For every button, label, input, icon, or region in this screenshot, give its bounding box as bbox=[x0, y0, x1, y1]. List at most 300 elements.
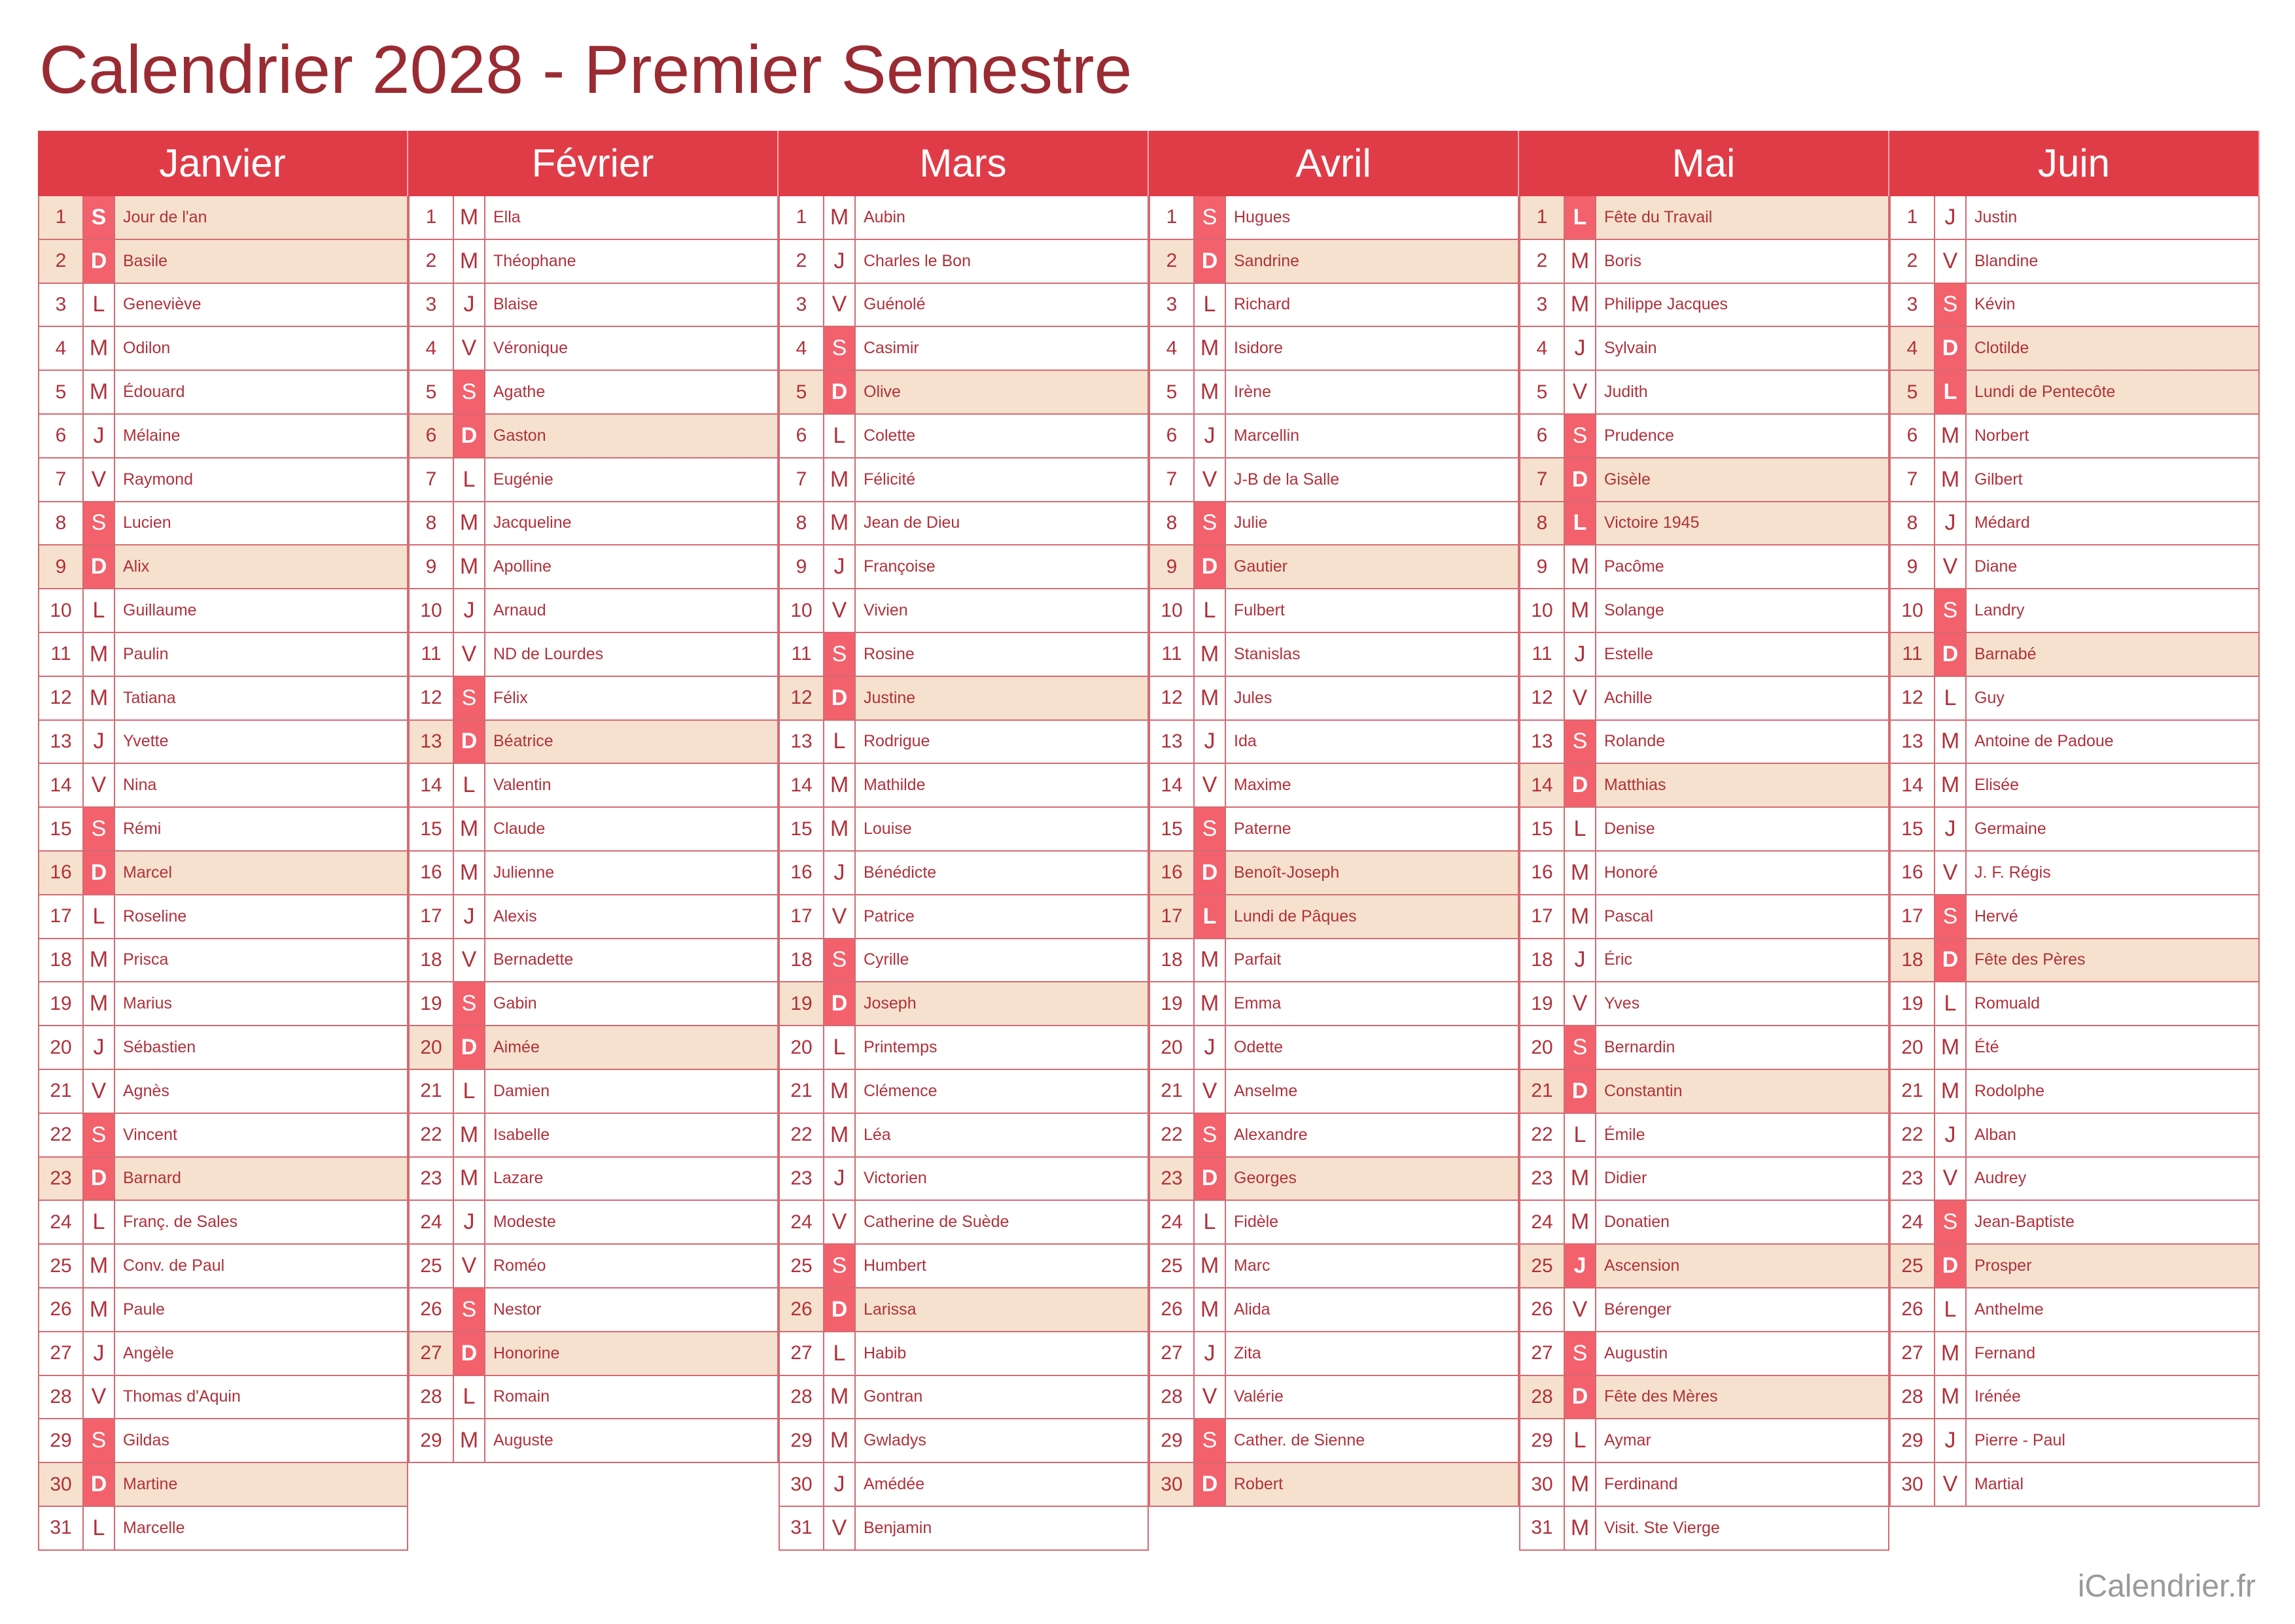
day-letter: D bbox=[1565, 1376, 1596, 1419]
day-row bbox=[1149, 1070, 1519, 1114]
day-letter: S bbox=[84, 196, 115, 239]
saint-name: Philippe Jacques bbox=[1604, 295, 1728, 314]
day-row bbox=[779, 895, 1149, 939]
day-letter: L bbox=[824, 721, 856, 763]
day-letter: D bbox=[454, 415, 485, 457]
saint-name: Casimir bbox=[864, 339, 919, 358]
day-letter: M bbox=[1195, 1288, 1226, 1331]
day-number: 8 bbox=[1520, 502, 1565, 545]
day-row bbox=[38, 1026, 408, 1070]
day-letter: M bbox=[1935, 1376, 1967, 1419]
saint-name: Arnaud bbox=[493, 601, 546, 620]
saint-name: Gildas bbox=[123, 1431, 169, 1450]
day-letter: M bbox=[1565, 589, 1596, 632]
saint-name: Jacqueline bbox=[493, 513, 572, 532]
day-row bbox=[408, 982, 779, 1026]
day-row bbox=[408, 808, 779, 852]
day-row bbox=[408, 502, 779, 546]
day-number: 25 bbox=[410, 1245, 454, 1287]
day-number: 20 bbox=[1520, 1026, 1565, 1069]
saint-name: Augustin bbox=[1604, 1343, 1668, 1362]
day-row bbox=[408, 852, 779, 895]
saint-name: Hervé bbox=[1974, 907, 2018, 925]
day-letter: M bbox=[84, 677, 115, 719]
day-letter: M bbox=[1565, 1201, 1596, 1243]
day-number: 9 bbox=[1891, 545, 1935, 588]
day-row bbox=[779, 1026, 1149, 1070]
day-row bbox=[38, 1463, 408, 1507]
day-letter: S bbox=[1195, 808, 1226, 850]
day-row bbox=[1519, 939, 1889, 983]
day-row bbox=[1889, 1419, 2260, 1463]
day-letter: S bbox=[1195, 502, 1226, 545]
saint-name: Ascension bbox=[1604, 1256, 1680, 1275]
day-row bbox=[408, 196, 779, 240]
day-number: 19 bbox=[1891, 982, 1935, 1025]
day-letter: D bbox=[1565, 458, 1596, 501]
day-number: 12 bbox=[410, 677, 454, 719]
day-row bbox=[1889, 939, 2260, 983]
day-letter: J bbox=[824, 852, 856, 894]
day-row bbox=[1149, 895, 1519, 939]
saint-name: Geneviève bbox=[123, 295, 201, 314]
saint-name: Lundi de Pâques bbox=[1234, 907, 1357, 925]
saint-name: Irénée bbox=[1974, 1387, 2021, 1406]
saint-name: Lucien bbox=[123, 513, 171, 532]
day-letter: M bbox=[1565, 1463, 1596, 1506]
saint-name: Aimée bbox=[493, 1038, 540, 1057]
day-number: 7 bbox=[1520, 458, 1565, 501]
day-letter: M bbox=[1565, 545, 1596, 588]
day-row bbox=[408, 1114, 779, 1158]
day-row bbox=[1519, 721, 1889, 765]
day-letter: J bbox=[1195, 1332, 1226, 1375]
saint-name: Médard bbox=[1974, 513, 2030, 532]
day-row bbox=[1519, 895, 1889, 939]
day-number: 31 bbox=[780, 1507, 824, 1549]
day-letter: V bbox=[454, 1245, 485, 1287]
saint-name: Isabelle bbox=[493, 1125, 550, 1144]
day-letter: M bbox=[1565, 1158, 1596, 1200]
day-number: 2 bbox=[780, 240, 824, 283]
saint-name: Kévin bbox=[1974, 295, 2016, 314]
day-row bbox=[779, 1463, 1149, 1507]
saint-name: Georges bbox=[1234, 1169, 1297, 1188]
day-number: 3 bbox=[39, 284, 84, 326]
saint-name: Benjamin bbox=[864, 1518, 932, 1537]
day-number: 24 bbox=[780, 1201, 824, 1243]
day-letter: S bbox=[1935, 895, 1967, 938]
day-letter: S bbox=[1195, 1419, 1226, 1462]
day-row bbox=[779, 545, 1149, 589]
day-number: 12 bbox=[1520, 677, 1565, 719]
day-row bbox=[1889, 808, 2260, 852]
day-number: 4 bbox=[1891, 327, 1935, 370]
saint-name: Théophane bbox=[493, 251, 576, 270]
saint-name: Odette bbox=[1234, 1038, 1284, 1057]
day-row bbox=[1149, 633, 1519, 677]
day-row bbox=[38, 633, 408, 677]
day-number: 1 bbox=[410, 196, 454, 239]
day-row bbox=[779, 589, 1149, 633]
day-number: 16 bbox=[1150, 852, 1195, 894]
day-letter: L bbox=[84, 1201, 115, 1243]
day-number: 15 bbox=[39, 808, 84, 850]
saint-name: Habib bbox=[864, 1343, 907, 1362]
day-number: 17 bbox=[1891, 895, 1935, 938]
day-row bbox=[1519, 1463, 1889, 1507]
day-number: 5 bbox=[1150, 371, 1195, 413]
day-row bbox=[408, 1201, 779, 1245]
day-row bbox=[1889, 196, 2260, 240]
site-credit: iCalendrier.fr bbox=[2077, 1569, 2256, 1604]
day-row bbox=[1519, 1158, 1889, 1201]
day-letter: L bbox=[1195, 895, 1226, 938]
saint-name: Ella bbox=[493, 207, 521, 226]
day-number: 2 bbox=[39, 240, 84, 283]
saint-name: Eugénie bbox=[493, 470, 553, 489]
day-row bbox=[38, 240, 408, 284]
saint-name: Guy bbox=[1974, 688, 2005, 707]
day-letter: J bbox=[1565, 327, 1596, 370]
saint-name: Jour de l'an bbox=[123, 207, 207, 226]
saint-name: Vincent bbox=[123, 1125, 177, 1144]
saint-name: Ida bbox=[1234, 732, 1257, 751]
day-letter: D bbox=[824, 371, 856, 413]
day-number: 11 bbox=[39, 633, 84, 676]
day-row bbox=[1519, 764, 1889, 808]
day-row bbox=[1889, 240, 2260, 284]
day-row bbox=[408, 1245, 779, 1288]
saint-name: Catherine de Suède bbox=[864, 1213, 1009, 1232]
day-letter: S bbox=[84, 1114, 115, 1156]
day-row bbox=[38, 721, 408, 765]
day-letter: V bbox=[454, 633, 485, 676]
saint-name: Nestor bbox=[493, 1300, 542, 1319]
saint-name: Anthelme bbox=[1974, 1300, 2044, 1319]
day-row bbox=[1519, 284, 1889, 328]
day-number: 30 bbox=[39, 1463, 84, 1506]
day-row bbox=[1519, 677, 1889, 721]
saint-name: Gaston bbox=[493, 426, 546, 445]
saint-name: Diane bbox=[1974, 557, 2018, 576]
day-row bbox=[38, 545, 408, 589]
saint-name: Rolande bbox=[1604, 732, 1666, 751]
day-letter: V bbox=[824, 1507, 856, 1549]
day-letter: M bbox=[1935, 721, 1967, 763]
day-number: 17 bbox=[1520, 895, 1565, 938]
day-letter: S bbox=[1565, 1026, 1596, 1069]
day-row bbox=[1149, 939, 1519, 983]
day-number: 2 bbox=[1150, 240, 1195, 283]
saint-name: Rosine bbox=[864, 644, 915, 663]
day-letter: M bbox=[454, 240, 485, 283]
day-number: 15 bbox=[1520, 808, 1565, 850]
day-number: 6 bbox=[1150, 415, 1195, 457]
day-number: 19 bbox=[1520, 982, 1565, 1025]
saint-name: Vivien bbox=[864, 601, 908, 620]
month-column bbox=[1889, 131, 2260, 1507]
day-number: 20 bbox=[1891, 1026, 1935, 1069]
day-number: 26 bbox=[1520, 1288, 1565, 1331]
day-letter: S bbox=[84, 808, 115, 850]
saint-name: Yvette bbox=[123, 732, 169, 751]
day-number: 11 bbox=[1891, 633, 1935, 676]
day-number: 5 bbox=[1891, 371, 1935, 413]
day-letter: L bbox=[1935, 677, 1967, 719]
day-letter: M bbox=[1195, 939, 1226, 982]
day-number: 6 bbox=[1520, 415, 1565, 457]
day-letter: L bbox=[1565, 1114, 1596, 1156]
saint-name: Cather. de Sienne bbox=[1234, 1431, 1365, 1450]
day-number: 16 bbox=[39, 852, 84, 894]
day-letter: M bbox=[824, 1376, 856, 1419]
day-number: 13 bbox=[39, 721, 84, 763]
day-row bbox=[408, 677, 779, 721]
saint-name: Alban bbox=[1974, 1125, 2016, 1144]
day-number: 2 bbox=[1520, 240, 1565, 283]
day-letter: M bbox=[1935, 764, 1967, 806]
day-row bbox=[1149, 982, 1519, 1026]
day-number: 12 bbox=[1891, 677, 1935, 719]
day-number: 13 bbox=[1150, 721, 1195, 763]
day-row bbox=[1519, 1070, 1889, 1114]
day-row bbox=[1889, 852, 2260, 895]
day-letter: V bbox=[84, 1376, 115, 1419]
day-letter: V bbox=[454, 939, 485, 982]
day-letter: D bbox=[824, 982, 856, 1025]
day-letter: D bbox=[84, 1463, 115, 1506]
saint-name: Aymar bbox=[1604, 1431, 1651, 1450]
day-row bbox=[38, 371, 408, 415]
day-row bbox=[1889, 1114, 2260, 1158]
saint-name: Gontran bbox=[864, 1387, 923, 1406]
day-number: 8 bbox=[780, 502, 824, 545]
saint-name: Agnès bbox=[123, 1081, 169, 1100]
month-column bbox=[1149, 131, 1519, 1507]
day-letter: M bbox=[824, 1114, 856, 1156]
saint-name: Paterne bbox=[1234, 820, 1291, 838]
day-row bbox=[38, 677, 408, 721]
day-number: 20 bbox=[1150, 1026, 1195, 1069]
day-letter: V bbox=[824, 284, 856, 326]
saint-name: Gilbert bbox=[1974, 470, 2023, 489]
saint-name: Martine bbox=[123, 1475, 178, 1493]
day-number: 1 bbox=[39, 196, 84, 239]
saint-name: Denise bbox=[1604, 820, 1655, 838]
day-letter: M bbox=[1195, 1245, 1226, 1287]
day-letter: M bbox=[1935, 458, 1967, 501]
day-letter: L bbox=[454, 1070, 485, 1113]
saint-name: Bénédicte bbox=[864, 863, 937, 882]
day-letter: L bbox=[1195, 589, 1226, 632]
day-number: 27 bbox=[1150, 1332, 1195, 1375]
day-row bbox=[1889, 371, 2260, 415]
day-letter: L bbox=[1565, 808, 1596, 850]
day-row bbox=[779, 502, 1149, 546]
day-letter: J bbox=[1565, 633, 1596, 676]
saint-name: Marius bbox=[123, 994, 173, 1013]
day-row bbox=[38, 502, 408, 546]
day-number: 30 bbox=[1150, 1463, 1195, 1506]
day-number: 3 bbox=[410, 284, 454, 326]
day-row bbox=[1149, 589, 1519, 633]
day-row bbox=[408, 240, 779, 284]
day-number: 21 bbox=[1891, 1070, 1935, 1113]
saint-name: Fête des Pères bbox=[1974, 950, 2086, 969]
saint-name: Françoise bbox=[864, 557, 936, 576]
day-row bbox=[1519, 1114, 1889, 1158]
saint-name: ND de Lourdes bbox=[493, 644, 604, 663]
day-row bbox=[1889, 1332, 2260, 1376]
day-number: 29 bbox=[1150, 1419, 1195, 1462]
day-letter: M bbox=[824, 1419, 856, 1462]
day-row bbox=[38, 284, 408, 328]
day-number: 20 bbox=[410, 1026, 454, 1069]
day-row bbox=[1519, 1245, 1889, 1288]
day-row bbox=[779, 677, 1149, 721]
saint-name: Elisée bbox=[1974, 776, 2020, 795]
day-row bbox=[1149, 240, 1519, 284]
day-row bbox=[408, 633, 779, 677]
day-number: 5 bbox=[39, 371, 84, 413]
day-row bbox=[1889, 1288, 2260, 1332]
day-number: 11 bbox=[1520, 633, 1565, 676]
day-number: 18 bbox=[1150, 939, 1195, 982]
day-number: 10 bbox=[410, 589, 454, 632]
saint-name: Cyrille bbox=[864, 950, 909, 969]
day-number: 24 bbox=[1891, 1201, 1935, 1243]
day-letter: S bbox=[1565, 721, 1596, 763]
saint-name: Prosper bbox=[1974, 1256, 2032, 1275]
day-letter: D bbox=[1195, 240, 1226, 283]
saint-name: Honorine bbox=[493, 1343, 560, 1362]
day-letter: S bbox=[1565, 1332, 1596, 1375]
day-letter: D bbox=[1565, 1070, 1596, 1113]
day-row bbox=[779, 1158, 1149, 1201]
day-row bbox=[1149, 1114, 1519, 1158]
day-number: 3 bbox=[1891, 284, 1935, 326]
day-row bbox=[1519, 1026, 1889, 1070]
day-letter: M bbox=[1565, 852, 1596, 894]
day-number: 7 bbox=[39, 458, 84, 501]
saint-name: Isidore bbox=[1234, 339, 1284, 358]
day-number: 9 bbox=[780, 545, 824, 588]
day-number: 31 bbox=[1520, 1507, 1565, 1549]
day-number: 4 bbox=[410, 327, 454, 370]
day-letter: D bbox=[1935, 939, 1967, 982]
day-row bbox=[1519, 240, 1889, 284]
day-number: 27 bbox=[1520, 1332, 1565, 1375]
day-letter: D bbox=[1195, 545, 1226, 588]
page-title: Calendrier 2028 - Premier Semestre bbox=[39, 32, 1132, 108]
day-number: 14 bbox=[1150, 764, 1195, 806]
day-number: 26 bbox=[1891, 1288, 1935, 1331]
saint-name: Antoine de Padoue bbox=[1974, 732, 2114, 751]
day-row bbox=[38, 1201, 408, 1245]
day-number: 19 bbox=[39, 982, 84, 1025]
day-letter: M bbox=[1195, 327, 1226, 370]
day-letter: V bbox=[84, 764, 115, 806]
day-number: 29 bbox=[780, 1419, 824, 1462]
day-row bbox=[408, 545, 779, 589]
saint-name: Yves bbox=[1604, 994, 1640, 1013]
day-letter: M bbox=[824, 764, 856, 806]
day-row bbox=[408, 895, 779, 939]
day-letter: S bbox=[824, 327, 856, 370]
day-row bbox=[779, 1201, 1149, 1245]
saint-name: Émile bbox=[1604, 1125, 1645, 1144]
month-header: Janvier bbox=[38, 131, 408, 196]
day-letter: S bbox=[824, 939, 856, 982]
day-letter: J bbox=[1935, 1419, 1967, 1462]
day-row bbox=[1889, 327, 2260, 371]
day-row bbox=[38, 1419, 408, 1463]
day-row bbox=[38, 939, 408, 983]
day-number: 27 bbox=[1891, 1332, 1935, 1375]
day-row bbox=[779, 721, 1149, 765]
day-letter: D bbox=[824, 1288, 856, 1331]
day-number: 10 bbox=[1520, 589, 1565, 632]
day-letter: J bbox=[1935, 1114, 1967, 1156]
saint-name: Véronique bbox=[493, 339, 568, 358]
day-row bbox=[779, 764, 1149, 808]
day-letter: J bbox=[1935, 196, 1967, 239]
day-row bbox=[408, 1332, 779, 1376]
saint-name: Clotilde bbox=[1974, 339, 2029, 358]
day-number: 6 bbox=[780, 415, 824, 457]
day-row bbox=[408, 284, 779, 328]
month-header: Février bbox=[408, 131, 779, 196]
day-letter: M bbox=[1195, 633, 1226, 676]
day-row bbox=[1519, 1332, 1889, 1376]
saint-name: Alexis bbox=[493, 907, 537, 925]
day-row bbox=[408, 589, 779, 633]
day-number: 22 bbox=[39, 1114, 84, 1156]
saint-name: Fête des Mères bbox=[1604, 1387, 1718, 1406]
day-row bbox=[38, 458, 408, 502]
saint-name: Alexandre bbox=[1234, 1125, 1308, 1144]
saint-name: Marcelle bbox=[123, 1518, 185, 1537]
day-row bbox=[1519, 458, 1889, 502]
day-letter: M bbox=[824, 502, 856, 545]
saint-name: Victoire 1945 bbox=[1604, 513, 1700, 532]
saint-name: Tatiana bbox=[123, 688, 176, 707]
day-row bbox=[1149, 764, 1519, 808]
day-letter: J bbox=[824, 545, 856, 588]
day-row bbox=[1149, 1201, 1519, 1245]
day-row bbox=[779, 1419, 1149, 1463]
saint-name: Bernardin bbox=[1604, 1038, 1675, 1057]
day-number: 13 bbox=[1520, 721, 1565, 763]
day-letter: S bbox=[454, 982, 485, 1025]
saint-name: Fernand bbox=[1974, 1343, 2036, 1362]
day-row bbox=[1889, 895, 2260, 939]
day-letter: V bbox=[84, 1070, 115, 1113]
day-row bbox=[1889, 1158, 2260, 1201]
day-number: 22 bbox=[410, 1114, 454, 1156]
saint-name: Achille bbox=[1604, 688, 1653, 707]
day-row bbox=[38, 1245, 408, 1288]
day-row bbox=[1519, 502, 1889, 546]
day-letter: V bbox=[1935, 1463, 1967, 1506]
saint-name: Apolline bbox=[493, 557, 552, 576]
saint-name: Marcel bbox=[123, 863, 173, 882]
saint-name: Amédée bbox=[864, 1475, 925, 1493]
day-letter: L bbox=[824, 415, 856, 457]
day-letter: M bbox=[1565, 1507, 1596, 1549]
saint-name: Fête du Travail bbox=[1604, 207, 1713, 226]
